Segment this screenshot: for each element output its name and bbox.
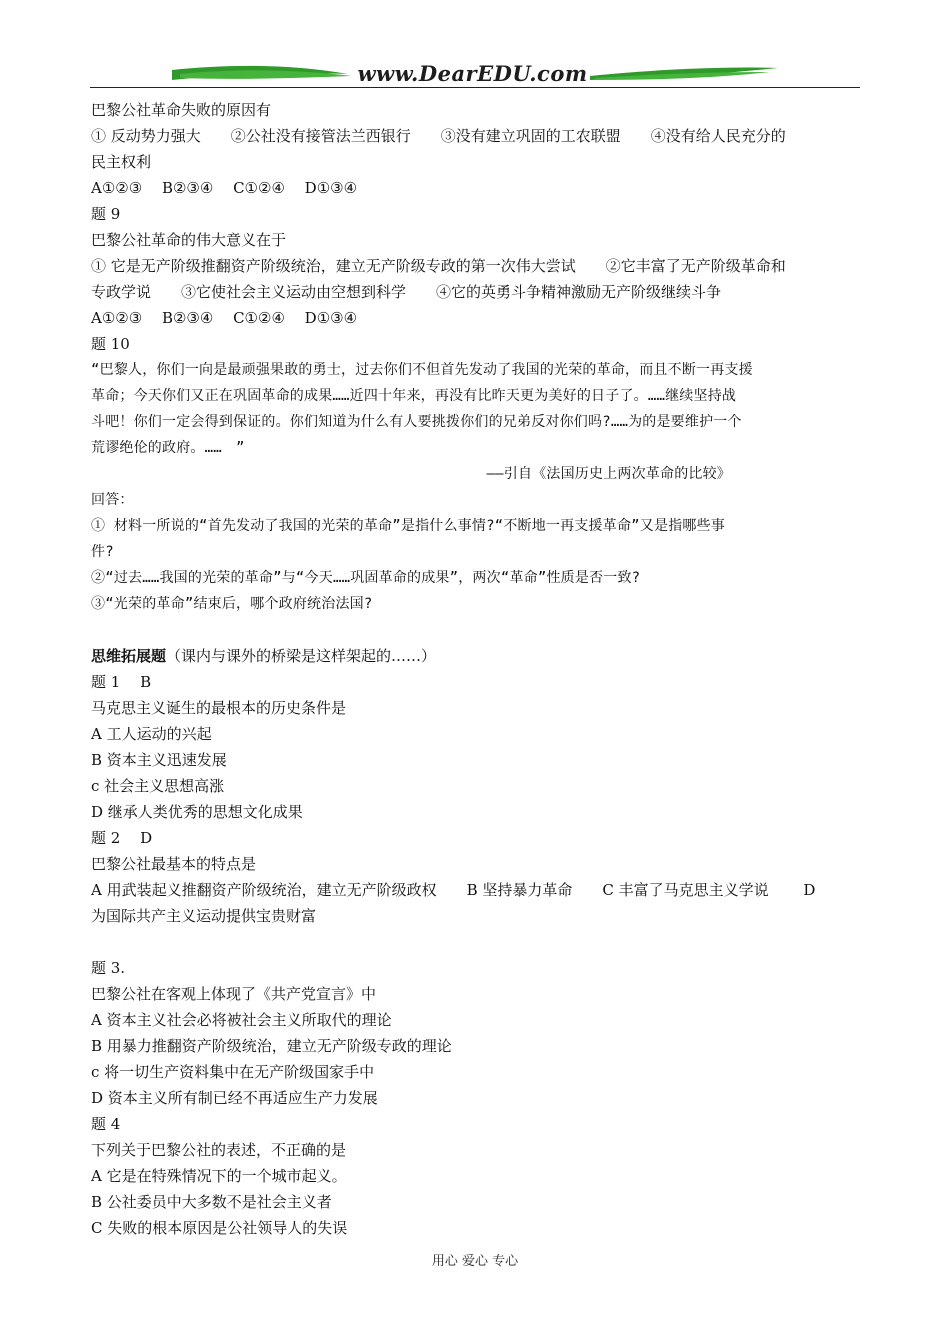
question-9-choices: A①②③ B②③④ C①②④ D①③④ [91,309,358,327]
question-9-options-line-2: 专政学说 ③它使社会主义运动由空想到科学 ④它的英勇斗争精神激励无产阶级继续斗争 [91,283,722,301]
document-body [91,97,861,1241]
answer-item-2: ②“过去……我国的光荣的革命”与“今天……巩固革命的成果”，两次“革命”性质是否一致? [91,570,641,586]
ext-question-4-number: 题 4 [91,1115,121,1133]
question-8-options-line-1: ① 反动势力强大 ②公社没有接管法兰西银行 ③没有建立巩固的工农联盟 ④没有给人民充分的 [91,127,786,145]
ext-question-3-number: 题 3. [91,959,126,977]
question-9-number: 题 9 [91,205,121,223]
ext-question-4-option-a: A 它是在特殊情况下的一个城市起义。 [91,1167,347,1185]
question-8-choices: A①②③ B②③④ C①②④ D①③④ [91,179,358,197]
ext-question-2-options-line-1: A 用武装起义推翻资产阶级统治，建立无产阶级政权 B 坚持暴力革命 C 丰富了马克思主义学说 D [91,881,816,899]
ext-question-1-option-d: D 继承人类优秀的思想文化成果 [91,803,303,821]
ext-question-4-stem: 下列关于巴黎公社的表述，不正确的是 [91,1141,347,1159]
ext-question-4-option-b: B 公社委员中大多数不是社会主义者 [91,1193,332,1211]
site-header [90,58,860,90]
answer-item-1-line-1: ① 材料一所说的“首先发动了我国的光荣的革命”是指什么事情?“不断地一再支援革命”又是指哪些事 [91,518,725,534]
question-10-source: ——引自《法国历史上两次革命的比较》 [486,466,731,482]
question-10-number: 题 10 [91,335,130,353]
question-10-quote-line-2: 革命；今天你们又正在巩固革命的成果……近四十年来，再没有比昨天更为美好的日子了。……继续坚持战 [91,388,737,404]
ext-question-1-number: 题 1 B [91,673,152,691]
site-logo-text: www.DearEDU.com [357,61,588,86]
ext-question-3-option-d: D 资本主义所有制已经不再适应生产力发展 [91,1089,378,1107]
spacer [91,617,861,643]
ext-question-2-options-line-2: 为国际共产主义运动提供宝贵财富 [91,907,317,925]
section-title-bold: 思维拓展题 [91,647,167,665]
answer-label: 回答： [91,492,134,508]
ext-question-2-stem: 巴黎公社最基本的特点是 [91,855,257,873]
ext-question-1-option-c: c 社会主义思想高涨 [91,777,225,795]
question-9-stem: 巴黎公社革命的伟大意义在于 [91,231,287,249]
spacer [91,929,861,955]
section-title [91,643,861,669]
ext-question-2-number: 题 2 D [91,829,153,847]
answer-item-3: ③“光荣的革命”结束后，哪个政府统治法国? [91,596,373,612]
ext-question-3-option-b: B 用暴力推翻资产阶级统治，建立无产阶级专政的理论 [91,1037,452,1055]
question-9-options-line-1: ① 它是无产阶级推翻资产阶级统治，建立无产阶级专政的第一次伟大尝试 ②它丰富了无产阶级革命和 [91,257,786,275]
question-10-quote-line-1: “巴黎人，你们一向是最顽强果敢的勇士，过去你们不但首先发动了我国的光荣的革命，而且不断一再支援 [91,362,753,378]
ext-question-1-option-b: B 资本主义迅速发展 [91,751,227,769]
ext-question-1-stem: 马克思主义诞生的最根本的历史条件是 [91,699,347,717]
ext-question-3-option-a: A 资本主义社会必将被社会主义所取代的理论 [91,1011,392,1029]
question-10-quote-line-3: 斗吧！你们一定会得到保证的。你们知道为什么有人要挑拨你们的兄弟反对你们吗?……为的是要维护一个 [91,414,742,430]
question-8-options-line-2: 民主权利 [91,153,152,171]
question-8-stem: 巴黎公社革命失败的原因有 [91,101,272,119]
question-10-quote-line-4: 荒谬绝伦的政府。…… ” [91,440,245,456]
ext-question-4-option-c: C 失败的根本原因是公社领导人的失误 [91,1219,348,1237]
section-title-rest: （课内与课外的桥梁是这样架起的……） [166,647,437,665]
ext-question-3-stem: 巴黎公社在客观上体现了《共产党宣言》中 [91,985,377,1003]
answer-item-1-line-2: 件? [91,544,114,560]
header-rule [90,87,860,88]
page-footer: 用心 爱心 专心 [431,1254,519,1269]
ext-question-3-option-c: c 将一切生产资料集中在无产阶级国家手中 [91,1063,375,1081]
ext-question-1-option-a: A 工人运动的兴起 [91,725,212,743]
